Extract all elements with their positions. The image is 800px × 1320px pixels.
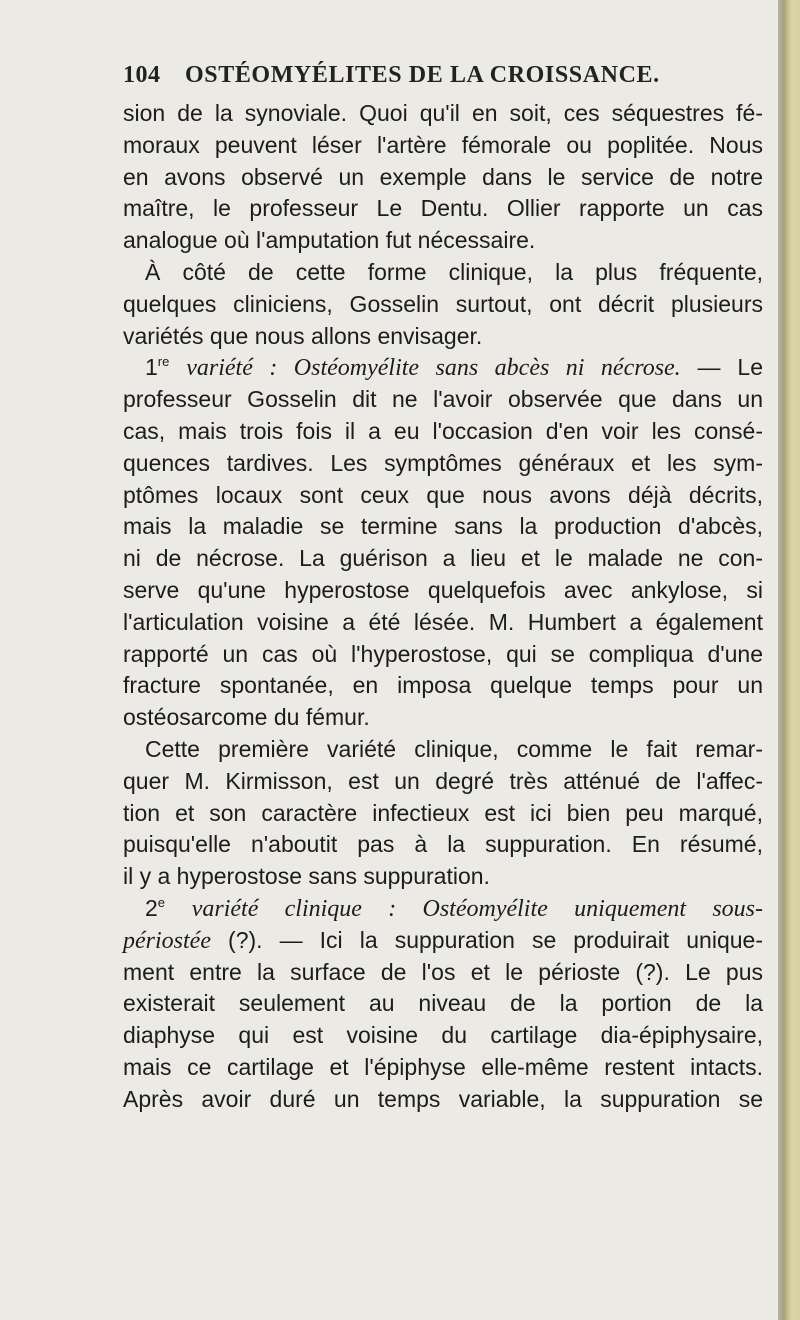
text-line: rapporté un cas où l'hyperostose, qui se compliqua d'une (123, 640, 763, 667)
text-line: serve qu'une hyperostose quelquefois avec ankylose, si (123, 576, 763, 603)
text-line: variétés que nous allons envisager. (123, 322, 483, 349)
variety-2-heading-line (123, 893, 763, 925)
text-line: ni de nécrose. La guérison a lieu et le malade ne con- (123, 545, 763, 572)
text-line: À côté de cette forme clinique, la plus fréquente, (145, 258, 763, 285)
ordinal-suffix: re (157, 354, 170, 370)
variety-2-title: variété clinique : Ostéomyélite uniquement sous- (191, 895, 764, 922)
text-line: Cette première variété clinique, comme le fait remar- (145, 735, 763, 762)
text-segment: (?). — Ici la suppuration se produirait unique- (210, 926, 763, 953)
page-number: 104 (123, 62, 161, 88)
text-line: sion de la synoviale. Quoi qu'il en soit, ces séquestres fé- (123, 100, 763, 126)
page-header (123, 62, 763, 92)
running-title: OSTÉOMYÉLITES DE LA CROISSANCE. (185, 62, 660, 88)
text-line: tion et son caractère infectieux est ici bien peu marqué, (123, 799, 763, 826)
text-line: ostéosarcome du fémur. (123, 704, 370, 731)
text-line: quelques cliniciens, Gosselin surtout, ont décrit plusieurs (123, 290, 763, 317)
text-line: l'articulation voisine a été lésée. M. Humbert a également (123, 608, 763, 635)
page-edge (778, 0, 800, 1320)
text-line: ptômes locaux sont ceux que nous avons déjà décrits, (123, 481, 763, 508)
text-line: quences tardives. Les symptômes généraux et les sym- (123, 449, 763, 476)
text-line: il y a hyperostose sans suppuration. (123, 863, 490, 890)
text-line: mais ce cartilage et l'épiphyse elle-même restent intacts. (123, 1053, 763, 1080)
text-line: Après avoir duré un temps variable, la suppuration se (123, 1085, 763, 1112)
variety-number: 1 (145, 354, 158, 381)
body-text (123, 98, 763, 1116)
text-line: existerait seulement au niveau de la portion de la (123, 990, 763, 1017)
text-line: moraux peuvent léser l'artère fémorale ou poplitée. Nous (123, 131, 763, 158)
text-line: analogue où l'amputation fut nécessaire. (123, 227, 536, 254)
text-line: fracture spontanée, en imposa quelque temps pour un (123, 672, 763, 699)
text-line: puisqu'elle n'aboutit pas à la suppuration. En résumé, (123, 831, 763, 858)
text-line: quer M. Kirmisson, est un degré très atténué de l'affec- (123, 767, 763, 794)
text-line: diaphyse qui est voisine du cartilage dia-épiphysaire, (123, 1022, 763, 1049)
text-line: mais la maladie se termine sans la production d'abcès, (123, 513, 763, 540)
text-line: ment entre la surface de l'os et le périoste (?). Le pus (123, 958, 763, 985)
heading-continuation: — Le (680, 354, 763, 381)
variety-number: 2 (145, 894, 158, 921)
variety-1-title: variété : Ostéomyélite sans abcès ni nécrose. (186, 355, 681, 382)
variety-2-heading-continued-line (123, 925, 763, 957)
text-line: maître, le professeur Le Dentu. Ollier rapporte un cas (123, 195, 763, 222)
text-line: professeur Gosselin dit ne l'avoir observée que dans un (123, 386, 763, 413)
variety-2-title-end: périostée (123, 927, 211, 954)
ordinal-suffix: e (157, 894, 166, 910)
text-line: en avons observé un exemple dans le service de notre (123, 163, 763, 190)
variety-1-heading-line (123, 352, 763, 384)
text-line: cas, mais trois fois il a eu l'occasion d'en voir les consé- (123, 417, 763, 444)
